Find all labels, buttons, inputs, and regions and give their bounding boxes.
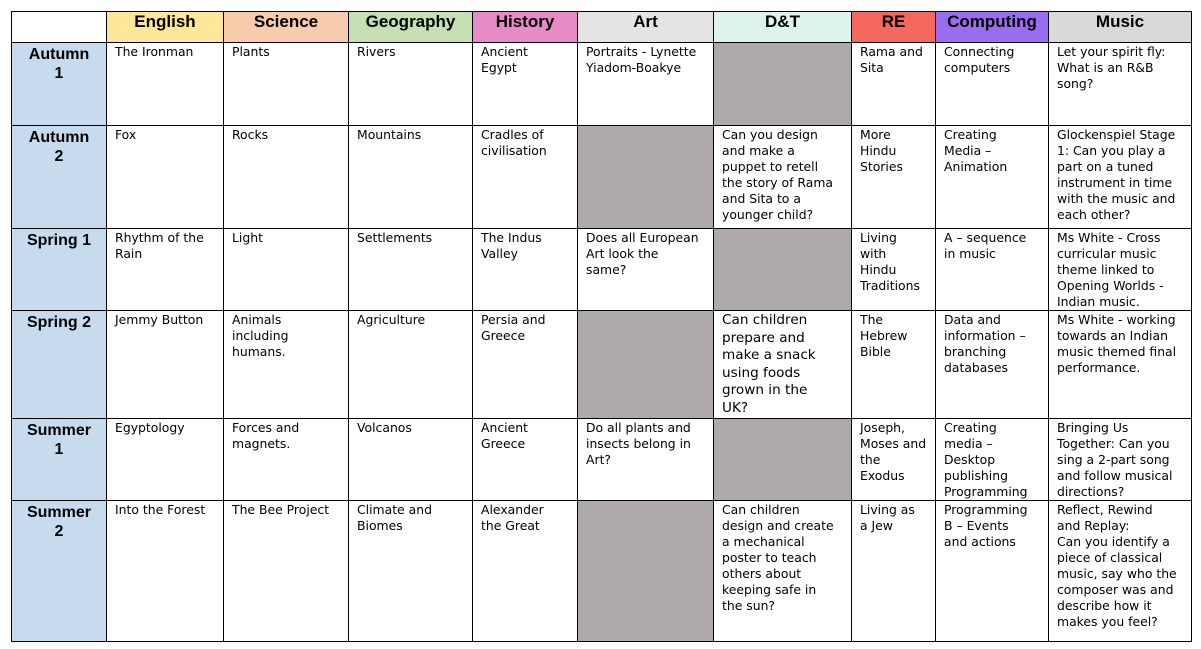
table-cell: Joseph, Moses and the Exodus xyxy=(852,418,936,500)
header-dt: D&T xyxy=(714,12,852,43)
table-cell: Ancient Greece xyxy=(473,418,578,500)
table-cell: Connecting computers xyxy=(936,43,1049,126)
table-cell: Into the Forest xyxy=(107,500,224,641)
table-cell: Data and information – branching databases xyxy=(936,311,1049,419)
table-cell: Does all European Art look the same? xyxy=(578,229,714,311)
table-cell: Climate and Biomes xyxy=(349,500,473,641)
table-cell: Settlements xyxy=(349,229,473,311)
table-cell: Rama and Sita xyxy=(852,43,936,126)
term-label: Summer 1 xyxy=(12,418,107,500)
empty-cell xyxy=(714,418,852,500)
table-cell: Alexander the Great xyxy=(473,500,578,641)
table-cell: Do all plants and insects belong in Art? xyxy=(578,418,714,500)
table-row xyxy=(12,126,1192,229)
term-label: Summer 2 xyxy=(12,500,107,641)
table-cell: Ancient Egypt xyxy=(473,43,578,126)
table-cell: Jemmy Button xyxy=(107,311,224,419)
header-music: Music xyxy=(1049,12,1192,43)
table-cell: Glockenspiel Stage 1: Can you play a part on a tuned instrument in time with the music and each other? xyxy=(1049,126,1192,229)
header-science: Science xyxy=(224,12,349,43)
table-cell: Living as a Jew xyxy=(852,500,936,641)
table-row xyxy=(12,43,1192,126)
table-cell: Creating media – Desktop publishing Programming xyxy=(936,418,1049,500)
table-cell: The Hebrew Bible xyxy=(852,311,936,419)
term-label: Autumn 1 xyxy=(12,43,107,126)
table-cell: Portraits - Lynette Yiadom-Boakye xyxy=(578,43,714,126)
empty-cell xyxy=(714,43,852,126)
curriculum-table xyxy=(11,11,1192,642)
header-row xyxy=(12,12,1192,43)
table-cell: Agriculture xyxy=(349,311,473,419)
table-cell: Forces and magnets. xyxy=(224,418,349,500)
table-cell: Creating Media – Animation xyxy=(936,126,1049,229)
table-cell: Ms White - Cross curricular music theme linked to Opening Worlds - Indian music. xyxy=(1049,229,1192,311)
table-cell: Cradles of civilisation xyxy=(473,126,578,229)
table-cell: The Ironman xyxy=(107,43,224,126)
header-english: English xyxy=(107,12,224,43)
table-body xyxy=(12,43,1192,642)
table-row xyxy=(12,229,1192,311)
table-cell: More Hindu Stories xyxy=(852,126,936,229)
term-label: Spring 2 xyxy=(12,311,107,419)
term-label: Spring 1 xyxy=(12,229,107,311)
table-row xyxy=(12,500,1192,641)
corner-cell xyxy=(12,12,107,43)
table-cell: Reflect, Rewind and Replay: Can you identify a piece of classical music, say who the composer was and describe how it makes you feel? xyxy=(1049,500,1192,641)
empty-cell xyxy=(578,126,714,229)
table-cell: Fox xyxy=(107,126,224,229)
table-row xyxy=(12,418,1192,500)
table-cell: Can you design and make a puppet to retell the story of Rama and Sita to a younger child? xyxy=(714,126,852,229)
table-cell: Let your spirit fly: What is an R&B song? xyxy=(1049,43,1192,126)
header-re: RE xyxy=(852,12,936,43)
table-cell: Bringing Us Together: Can you sing a 2-part song and follow musical directions? xyxy=(1049,418,1192,500)
table-cell: A – sequence in music xyxy=(936,229,1049,311)
empty-cell xyxy=(578,311,714,419)
table-cell: Rhythm of the Rain xyxy=(107,229,224,311)
empty-cell xyxy=(714,229,852,311)
table-cell: Rivers xyxy=(349,43,473,126)
table-cell: Can children design and create a mechanical poster to teach others about keeping safe in the sun? xyxy=(714,500,852,641)
table-cell: Rocks xyxy=(224,126,349,229)
term-label: Autumn 2 xyxy=(12,126,107,229)
table-cell: Programming B – Events and actions xyxy=(936,500,1049,641)
table-cell: The Bee Project xyxy=(224,500,349,641)
table-cell: Egyptology xyxy=(107,418,224,500)
header-art: Art xyxy=(578,12,714,43)
table-cell: Living with Hindu Traditions xyxy=(852,229,936,311)
table-cell: Ms White - working towards an Indian music themed final performance. xyxy=(1049,311,1192,419)
header-computing: Computing xyxy=(936,12,1049,43)
header-history: History xyxy=(473,12,578,43)
header-geography: Geography xyxy=(349,12,473,43)
empty-cell xyxy=(578,500,714,641)
table-cell: Animals including humans. xyxy=(224,311,349,419)
table-cell: Persia and Greece xyxy=(473,311,578,419)
table-cell: Plants xyxy=(224,43,349,126)
table-row xyxy=(12,311,1192,419)
table-cell: Can children prepare and make a snack using foods grown in the UK? xyxy=(714,311,852,419)
table-cell: Light xyxy=(224,229,349,311)
table-cell: The Indus Valley xyxy=(473,229,578,311)
table-cell: Mountains xyxy=(349,126,473,229)
table-cell: Volcanos xyxy=(349,418,473,500)
